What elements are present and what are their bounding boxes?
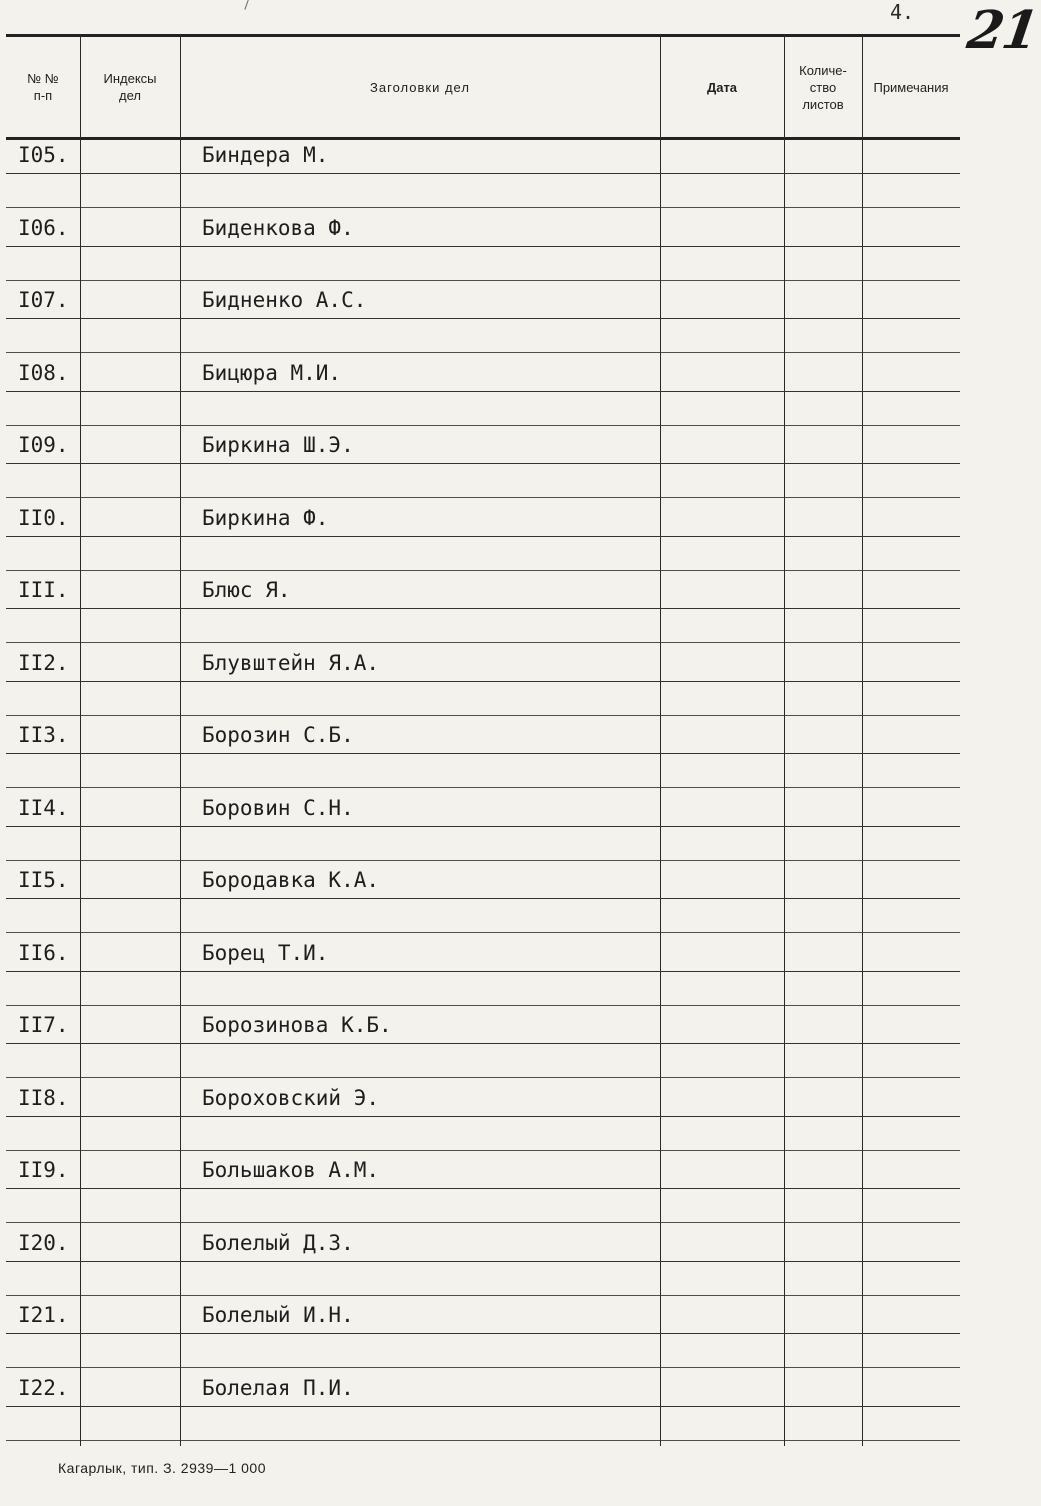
row-rule — [6, 1367, 960, 1368]
case-title: Борец Т.И. — [202, 940, 329, 965]
table-row — [6, 1225, 960, 1297]
printer-imprint: Кагарлык, тип. З. 2939—1 000 — [58, 1460, 266, 1476]
case-title: Бороховский Э. — [202, 1085, 380, 1110]
row-rule — [6, 1116, 960, 1117]
row-rule — [6, 246, 960, 247]
row-number: I05. — [18, 143, 69, 167]
row-rule — [6, 1077, 960, 1078]
table-row — [6, 790, 960, 862]
header-notes-label: Примечания — [873, 79, 949, 95]
header-notes-column — [862, 37, 960, 137]
row-rule — [6, 681, 960, 682]
handwritten-sheet-number: 21 — [963, 0, 1041, 61]
table-row — [6, 935, 960, 1007]
row-rule — [6, 1222, 960, 1223]
row-number: I21. — [18, 1303, 69, 1327]
header-number-column — [6, 37, 80, 137]
case-title: Болелая П.И. — [202, 1375, 354, 1400]
row-number: II8. — [18, 1085, 69, 1110]
row-rule — [6, 1188, 960, 1189]
table-row — [6, 1152, 960, 1224]
table-row — [6, 355, 960, 427]
table-header — [6, 34, 960, 140]
row-number: II5. — [18, 868, 69, 892]
table-body — [6, 137, 960, 1446]
row-rule — [6, 463, 960, 464]
case-title: Большаков А.М. — [202, 1158, 380, 1182]
row-rule — [6, 860, 960, 861]
case-title: Биркина Ф. — [202, 505, 329, 530]
case-register-table — [6, 34, 960, 1446]
row-number: II0. — [18, 505, 69, 530]
row-rule — [6, 787, 960, 788]
table-row — [6, 645, 960, 717]
case-title: Боровин С.Н. — [202, 795, 354, 820]
case-title: Биркина Ш.Э. — [202, 433, 354, 457]
header-sheets-label: Количе- ство листов — [799, 62, 847, 112]
row-number: II4. — [18, 795, 69, 820]
row-rule — [6, 971, 960, 972]
row-rule — [6, 1406, 960, 1407]
table-row — [6, 1370, 960, 1442]
row-rule — [6, 1150, 960, 1151]
row-number: I06. — [18, 215, 69, 240]
row-rule — [6, 318, 960, 319]
row-rule — [6, 642, 960, 643]
table-row — [6, 1007, 960, 1079]
case-title: Биндера М. — [202, 143, 329, 167]
table-row — [6, 137, 960, 209]
table-row — [6, 282, 960, 354]
row-number: II7. — [18, 1013, 69, 1037]
row-number: II9. — [18, 1158, 69, 1182]
row-number: I20. — [18, 1230, 69, 1255]
case-title: Блюс Я. — [202, 578, 291, 602]
row-rule — [6, 826, 960, 827]
header-date-label: Дата — [706, 79, 738, 95]
row-rule — [6, 207, 960, 208]
case-title: Блувштейн Я.А. — [202, 650, 380, 675]
table-row — [6, 1080, 960, 1152]
case-title: Бицюра М.И. — [202, 360, 342, 385]
case-title: Бородавка К.А. — [202, 868, 380, 892]
table-row — [6, 572, 960, 644]
row-rule — [6, 715, 960, 716]
row-rule — [6, 497, 960, 498]
row-rule — [6, 173, 960, 174]
row-rule — [6, 570, 960, 571]
row-rule — [6, 280, 960, 281]
case-title: Болелый Д.З. — [202, 1230, 354, 1255]
header-title-label: Заголовки дел — [370, 79, 470, 95]
case-title: Биденкова Ф. — [202, 215, 354, 240]
row-rule — [6, 1261, 960, 1262]
row-rule — [6, 352, 960, 353]
table-row — [6, 717, 960, 789]
table-row — [6, 862, 960, 934]
header-index-label: Индексы дел — [103, 71, 157, 103]
case-title: Борозинова К.Б. — [202, 1013, 392, 1037]
header-title-column — [180, 37, 660, 137]
header-index-column — [80, 37, 180, 137]
row-rule — [6, 1440, 960, 1441]
case-title: Борозин С.Б. — [202, 723, 354, 747]
row-rule — [6, 898, 960, 899]
header-sheets-column — [784, 37, 862, 137]
table-row — [6, 500, 960, 572]
row-rule — [6, 1295, 960, 1296]
row-rule — [6, 932, 960, 933]
row-number: I07. — [18, 288, 69, 312]
row-rule — [6, 1043, 960, 1044]
row-number: I09. — [18, 433, 69, 457]
table-row — [6, 210, 960, 282]
header-date-column — [660, 37, 784, 137]
table-row — [6, 1297, 960, 1369]
page-number: 4. — [890, 0, 915, 24]
row-rule — [6, 1333, 960, 1334]
stray-pen-mark — [244, 0, 249, 10]
row-number: II2. — [18, 650, 69, 675]
row-rule — [6, 425, 960, 426]
header-number-label: № № п-п — [27, 71, 59, 103]
case-title: Бидненко А.С. — [202, 288, 367, 312]
row-rule — [6, 536, 960, 537]
row-rule — [6, 753, 960, 754]
row-number: II6. — [18, 940, 69, 965]
row-rule — [6, 1005, 960, 1006]
table-row — [6, 427, 960, 499]
row-rule — [6, 608, 960, 609]
row-number: I22. — [18, 1375, 69, 1400]
row-number: III. — [18, 578, 69, 602]
row-number: I08. — [18, 360, 69, 385]
row-rule — [6, 391, 960, 392]
case-title: Болелый И.Н. — [202, 1303, 354, 1327]
row-number: II3. — [18, 723, 69, 747]
